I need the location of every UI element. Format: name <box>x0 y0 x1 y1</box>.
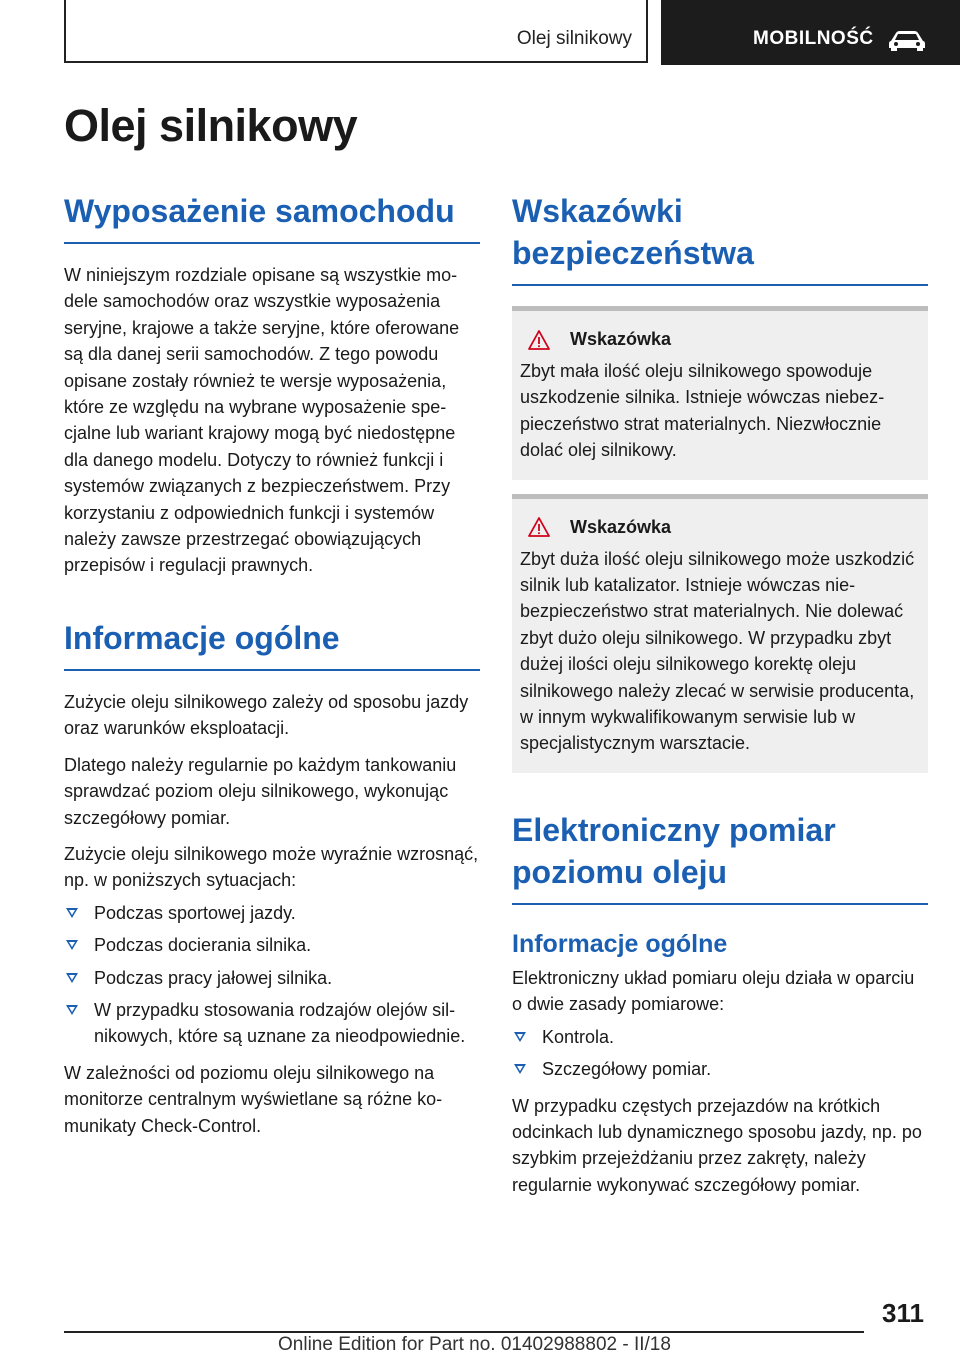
right-column <box>512 190 928 1198</box>
general-paragraph-3: Zużycie oleju silnikowego może wyraźnie wzrosnąć, np. w poniższych sytuacjach: <box>64 843 479 891</box>
electronic-list <box>512 1024 928 1083</box>
general-list <box>64 900 480 1050</box>
header-section-tab <box>661 0 960 65</box>
warning-title: Wskazówka <box>570 516 672 537</box>
general-paragraph-4: W zależności od poziomu oleju silnikowego na monitorze centralnym wyświetlane są różne komunikaty Check-Control. <box>64 1062 443 1136</box>
list-item: Szczegółowy pomiar. <box>512 1056 928 1082</box>
list-item: W przypadku stosowania rodzajów olejów silnikowych, które są uznane za nieodpowiednie. <box>64 997 480 1050</box>
general-heading: Informacje ogólne <box>64 617 480 671</box>
list-item: Podczas docierania silnika. <box>64 932 480 958</box>
electronic-heading: Elektroniczny pomiar poziomu oleju <box>512 809 928 905</box>
warning-box <box>512 306 928 480</box>
general-paragraph-1: Zużycie oleju silnikowego zależy od sposobu jazdy oraz warunków eksploatacji. <box>64 691 469 739</box>
electronic-subheading: Informacje ogólne <box>512 929 728 958</box>
triangle-bullet-icon <box>66 973 78 983</box>
warning-text: Zbyt mała ilość oleju silnikowego spowoduje uszkodzenie silnika. Istnieje wówczas niebezpieczeństwo strat materialnych. Niezwłocznie dolać olej silnikowy. <box>520 361 885 461</box>
triangle-bullet-icon <box>66 908 78 918</box>
triangle-bullet-icon <box>66 1005 78 1015</box>
triangle-bullet-icon <box>66 940 78 950</box>
electronic-paragraph-2: W przypadku częstych przejazdów na krótkich odcinkach lub dynamicznego sposobu jazdy, np. po szybkim przejeżdżaniu przez zakręty, należy regularnie wykonywać szczegółowy pomiar. <box>512 1095 922 1195</box>
footer-edition: Online Edition for Part no. 01402988802 - II/18 <box>278 1334 671 1355</box>
page-number: 311 <box>882 1298 924 1328</box>
page-title: Olej silnikowy <box>64 100 358 151</box>
warning-title: Wskazówka <box>570 329 672 349</box>
warning-box <box>512 494 928 773</box>
list-item: Podczas pracy jałowej silnika. <box>64 965 480 991</box>
header-chapter-title: Olej silnikowy <box>516 28 632 49</box>
electronic-paragraph-1: Elektroniczny układ pomiaru oleju działa w oparciu o dwie zasady pomiarowe: <box>512 967 915 1015</box>
triangle-bullet-icon <box>514 1064 526 1074</box>
equipment-heading: Wyposażenie samochodu <box>64 190 480 244</box>
equipment-text: W niniejszym rozdziale opisane są wszystkie modele samochodów oraz wszystkie wyposażenia seryjne, krajowe a także seryjne, które oferowane są dla danej serii samochodów. Z tego powodu opisane zostały również te wersje wyposażenia, które ze względu na wybrane wyposażenie specjalne lub wariant krajowy mogą być niedostępne dla danego modelu. Dotyczy to również funkcji i systemów związanych z bezpieczeństwem. Przy korzystaniu z odpowiednich funkcji i systemów należy zawsze przestrzegać obowiązujących przepisów i regulacji prawnych. <box>64 265 460 576</box>
warning-triangle-icon <box>528 517 550 537</box>
safety-heading: Wskazówki bezpieczeństwa <box>512 190 928 286</box>
triangle-bullet-icon <box>514 1032 526 1042</box>
list-item: Kontrola. <box>512 1024 928 1050</box>
warning-triangle-icon <box>528 330 550 350</box>
header-section-label: MOBILNOŚĆ <box>753 28 874 49</box>
footer-divider <box>64 1331 864 1333</box>
car-icon <box>887 29 927 51</box>
left-column <box>64 190 480 1139</box>
general-paragraph-2: Dlatego należy regularnie po każdym tankowaniu sprawdzać poziom oleju silnikowego, wykonując szczegółowy pomiar. <box>64 754 457 828</box>
warning-text: Zbyt duża ilość oleju silnikowego może uszkodzić silnik lub katalizator. Istnieje wówczas niebezpieczeństwo strat materialnych. Nie dolewać zbyt dużo oleju silnikowego. W przypadku zbyt dużej ilości oleju silnikowego korektę oleju silnikowego należy zlecać w serwisie producenta, w innym wykwalifikowanym serwisie lub w specjalistycznym warsztacie. <box>520 548 915 754</box>
list-item: Podczas sportowej jazdy. <box>64 900 480 926</box>
header-chapter-box <box>64 0 648 63</box>
